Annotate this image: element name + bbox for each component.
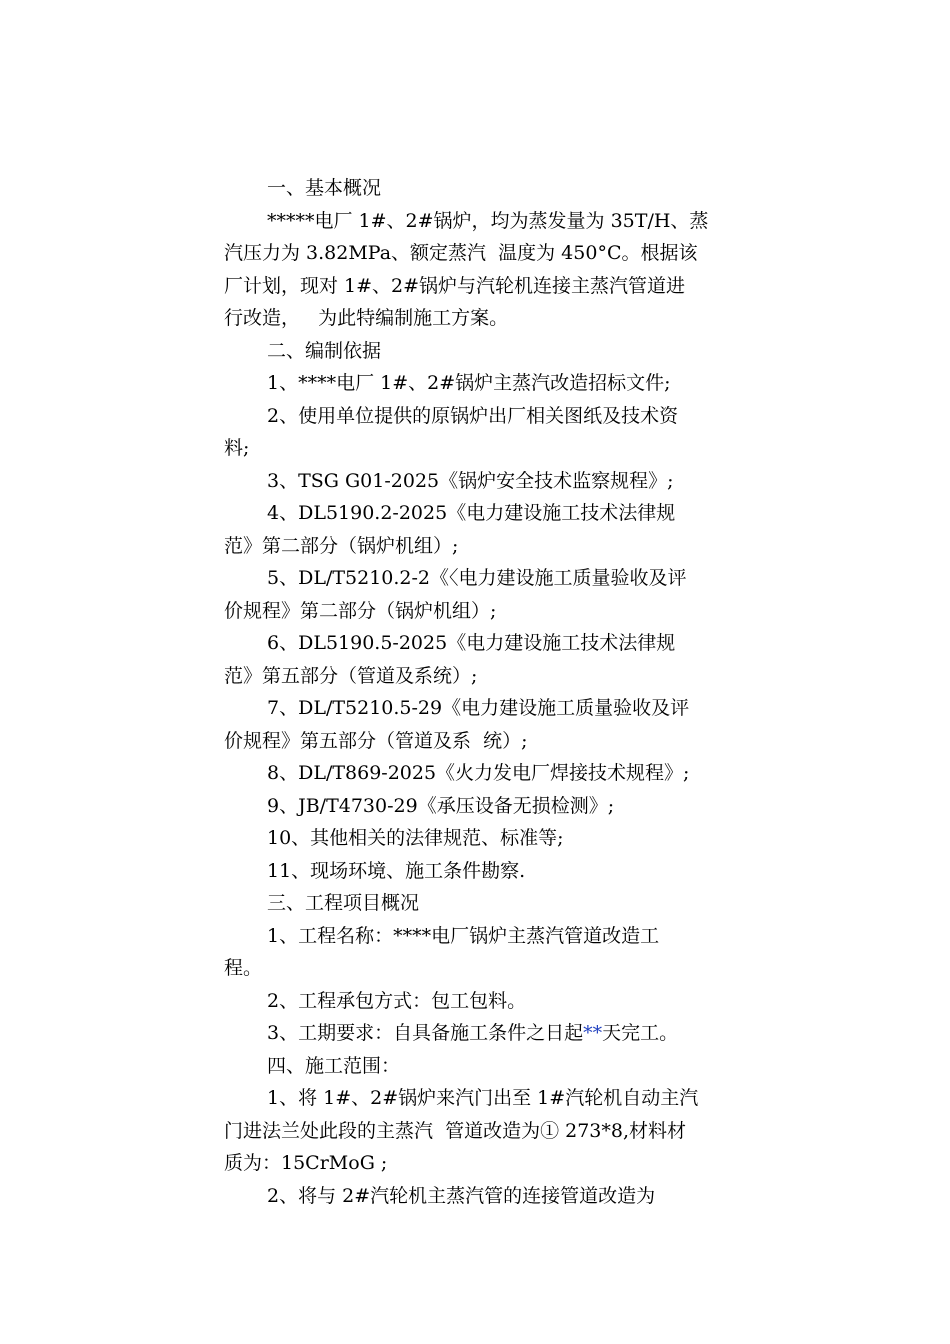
list-item-continuation: 质为：15CrMoG ; [224,1152,388,1174]
list-item: 6、DL5190.5-2025《电力建设施工技术法律规 [267,632,676,654]
list-item: 2、将与 2#汽轮机主蒸汽管的连接管道改造为 [267,1184,656,1207]
list-item-continuation: 范》第五部分（管道及系统）; [224,664,478,687]
list-item: 1、****电厂 1#、2#锅炉主蒸汽改造招标文件; [267,372,671,394]
heading-basis: 二、编制依据 [267,339,382,362]
heading-project-overview: 三、工程项目概况 [267,892,420,914]
list-item: 5、DL/T5210.2-2《〈电力建设施工质量验收及评 [267,567,687,589]
list-item: 3、TSG G01-2025《锅炉安全技术监察规程》; [267,469,674,492]
list-item-continuation: 价规程》第五部分（管道及系 统）; [224,729,528,752]
paragraph-line: 厂计划，现对 1#、2#锅炉与汽轮机连接主蒸汽管道进 [224,274,686,297]
paragraph-line: 行改造， 为此特编制施工方案。 [224,307,509,329]
paragraph-line: *****电厂 1#、2#锅炉，均为蒸发量为 35T/H、蒸 [267,209,709,232]
heading-basic-overview: 一、基本概况 [267,177,382,199]
list-item: 8、DL/T869-2025《火力发电厂焊接技术规程》; [267,762,690,784]
schedule-text-end: 天完工。 [602,1022,679,1044]
document-body [224,172,730,1212]
list-item: 2、使用单位提供的原锅炉出厂相关图纸及技术资 [267,404,679,427]
paragraph-line: 汽压力为 3.82MPa、额定蒸汽 温度为 450°C。根据该 [224,242,698,264]
list-item-schedule [224,1017,730,1050]
list-item-continuation: 门进法兰处此段的主蒸汽 管道改造为① 273*8,材料材 [224,1119,687,1142]
heading-scope: 四、施工范围： [267,1054,401,1077]
schedule-text: 3、工期要求：自具备施工条件之日起 [267,1022,584,1044]
list-item: 1、将 1#、2#锅炉来汽门出至 1#汽轮机自动主汽 [267,1087,699,1109]
list-item: 1、工程名称：****电厂锅炉主蒸汽管道改造工 [267,924,660,947]
list-item-continuation: 范》第二部分（锅炉机组）; [224,534,459,557]
list-item: 9、JB/T4730-29《承压设备无损检测》; [267,794,615,817]
list-item: 2、工程承包方式：包工包料。 [267,989,527,1012]
list-item-continuation: 价规程》第二部分（锅炉机组）; [224,599,497,622]
list-item: 10、其他相关的法律规范、标准等; [267,827,564,849]
list-item-continuation: 程。 [224,957,263,979]
list-item: 7、DL/T5210.5-29《电力建设施工质量验收及评 [267,697,690,719]
list-item-continuation: 料; [224,437,250,459]
schedule-days-placeholder: ** [583,1022,603,1044]
list-item: 4、DL5190.2-2025《电力建设施工技术法律规 [267,502,676,524]
list-item: 11、现场环境、施工条件勘察. [267,859,526,882]
